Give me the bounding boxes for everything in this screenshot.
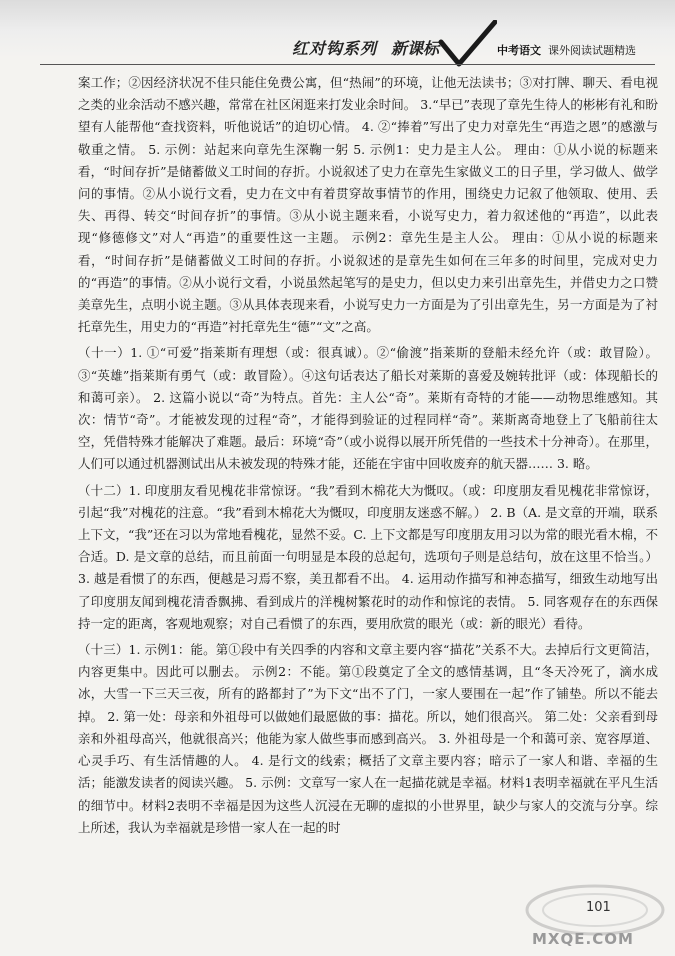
- series-subtitle: 新课标: [391, 39, 440, 58]
- answer-text: [78, 72, 658, 843]
- header: [0, 30, 675, 66]
- paragraph: （十三）1. 示例1：能。第①段中有关四季的内容和文章主要内容“描花”关系不大。去掉后行文更简洁，内容更集中。因此可以删去。 示例2：不能。第①段奠定了全文的感情基调，且“冬天冷死了，滴水成冰，大雪一下三天三夜，所有的路都封了”为下文“出不了门，一家人要围在一起”作了铺垫。所以不能去掉。 2. 第一处：母亲和外祖母可以做她们最愿做的事：描花。所以，她们很高兴。 第二处：父亲看到母亲和外祖母高兴，他就很高兴；他能为家人做些事而感到高兴。 3. 外祖母是一个和蔼可亲、宽容厚道、心灵手巧、有生活情趣的人。 4. 是行文的线索；概括了文章主要内容；暗示了一家人和谐、幸福的生活；能激发读者的阅读兴趣。 5. 示例：文章写一家人在一起描花就是幸福。材料1表明幸福就在平凡生活的细节中。材料2表明不幸福是因为这些人沉浸在无聊的虚拟的小世界里，缺少与家人的交流与分享。综上所述，我认为幸福就是珍惜一家人在一起的时: [78, 642, 658, 835]
- paragraph: 案工作；②因经济状况不佳只能住免费公寓，但“热闹”的环境，让他无法读书；③对打牌、聊天、看电视之类的业余活动不感兴趣，常常在社区闲逛来打发业余时间。 3.“早已”表现了章先生待人的彬彬有礼和盼望有人能帮他“查找资料，听他说话”的迫切心情。 4. ②“捧着”写出了史力对章先生“再造之恩”的感激与敬重之情。 5. 示例：站起来向章先生深鞠一躬 5. 示例1：史力是主人公。 理由：①从小说的标题来看，“时间存折”是储蓄做义工时间的存折。小说叙述了史力在章先生家做义工的日子里，学习做人、做学问的事情。②从小说行文看，史力在文中有着贯穿故事情节的作用，围绕史力记叙了他领取、使用、丢失、再得、转交“时间存折”的事情。③从小说主题来看，小说写史力，着力叙述他的“再造”，以此表现“修德修文”对人“再造”的重要性这一主题。 示例2：章先生是主人公。 理由：①从小说的标题来看，“时间存折”是储蓄做义工时间的存折。小说叙述的是章先生如何在三年多的时间里，完成对史力的“再造”的事情。②从小说行文看，小说虽然起笔写的是史力，但以史力来引出章先生，并借史力之口赞美章先生，点明小说主题。③从具体表现来看，小说写史力一方面是为了引出章先生，另一方面是为了衬托章先生，用史力的“再造”衬托章先生“德”“文”之高。: [78, 75, 658, 335]
- header-divider: [40, 64, 655, 65]
- paragraph: （十一）1. ①“可爱”指莱斯有理想（或：很真诚）。②“偷渡”指莱斯的登船未经允许（或：敢冒险）。③“英雄”指莱斯有勇气（或：敢冒险）。④这句话表达了船长对莱斯的喜爱及婉转批评（或：体现船长的和蔼可亲）。 2. 这篇小说以“奇”为特点。首先：主人公“奇”。莱斯有奇特的才能——动物思维感知。其次：情节“奇”。才能被发现的过程“奇”，才能得到验证的过程同样“奇”。莱斯离奇地登上了飞船前往太空，凭借特殊才能解决了难题。最后：环境“奇”（或小说得以展开所凭借的一些技术十分神奇）。在那里，人们可以通过机器测试出从未被发现的特殊才能，还能在宇宙中回收废弃的航天器…… 3. 略。: [78, 345, 658, 472]
- exam-subtitle: 课外阅读试题精选: [548, 44, 636, 57]
- page-number: 101: [586, 900, 611, 915]
- exam-label: 中考语文: [497, 44, 541, 57]
- series-title: 红对钩系列: [292, 39, 378, 58]
- paragraph: （十二）1. 印度朋友看见槐花非常惊讶。“我”看到木棉花大为慨叹。（或：印度朋友看见槐花非常惊讶，引起“我”对槐花的注意。“我”看到木棉花大为慨叹，印度朋友迷惑不解。） 2. B（A. 是文章的开端，联系上下文，“我”还在习以为常地看槐花，显然不妥。C. 上下文都是写印度朋友用习以为常的眼光看木棉，不合适。D. 是文章的总结，而且前面一句明显是本段的总起句，选项句子则是总结句，放在这里不恰当。） 3. 越是看惯了的东西，便越是习焉不察，美丑都看不出。 4. 运用动作描写和神态描写，细致生动地写出了印度朋友闻到槐花清香飘拂、看到成片的洋槐树繁花时的动作和惊诧的表情。 5. 同客观存在的东西保持一定的距离，客观地观察；对自己看惯了的东西，要用欣赏的眼光（或：新的眼光）看待。: [78, 482, 658, 631]
- watermark-text: MXQE.COM: [532, 930, 634, 948]
- checkmark-icon: [437, 20, 497, 68]
